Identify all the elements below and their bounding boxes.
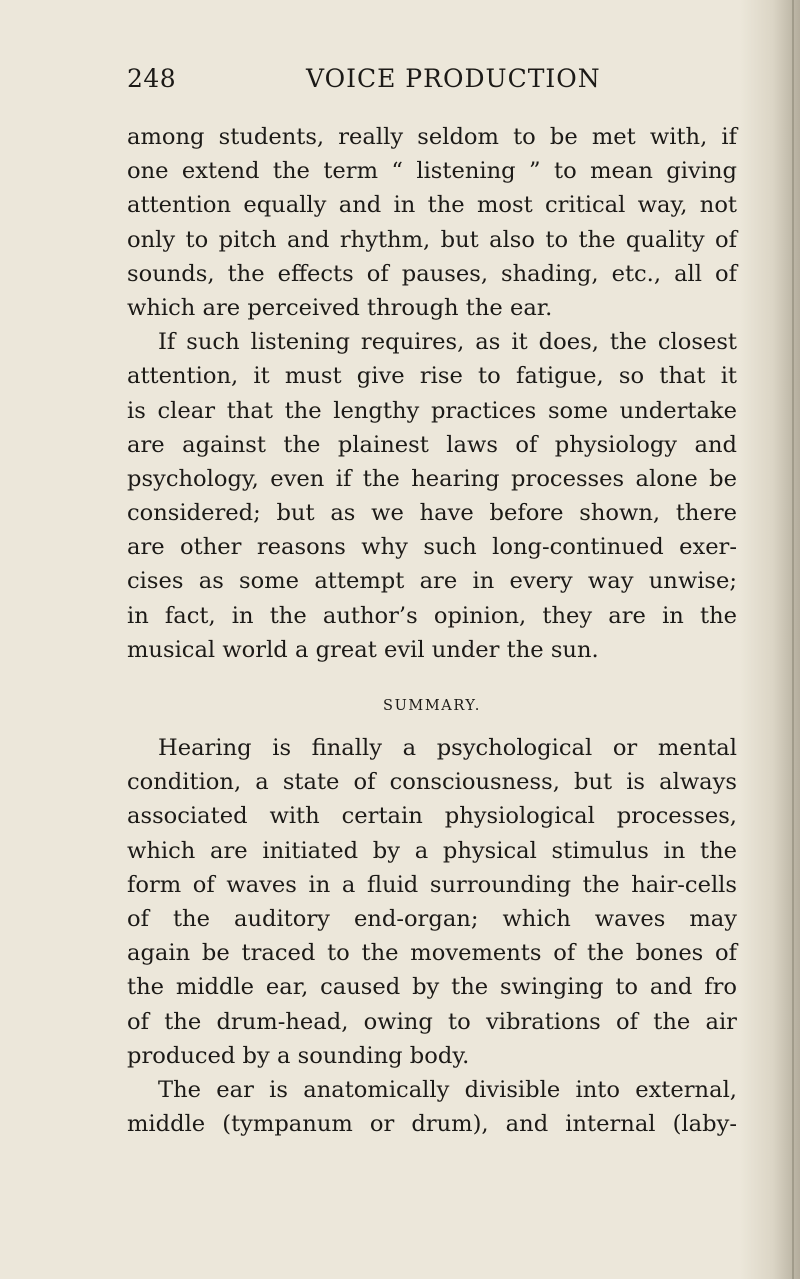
text-line: sounds, the effects of pauses, shading, etc., all of: [127, 260, 737, 287]
page-header: [127, 64, 737, 98]
text-line: form of waves in a fluid surrounding the hair-cells: [127, 871, 737, 898]
text-line: which are perceived through the ear.: [127, 294, 553, 321]
paragraph: [127, 120, 737, 325]
text-line: middle (tympanum or drum), and internal (laby-: [127, 1111, 737, 1138]
running-head: VOICE PRODUCTION: [306, 64, 601, 93]
text-line: are against the plainest laws of physiology and: [127, 431, 737, 458]
text-line: condition, a state of consciousness, but is always: [127, 769, 737, 796]
text-line: one extend the term “ listening ” to mean giving: [127, 158, 737, 185]
page-edge-shadow: [740, 0, 800, 1279]
summary-heading: SUMMARY.: [383, 698, 481, 714]
text-line: the middle ear, caused by the swinging to and fro: [127, 974, 737, 1001]
text-line: are other reasons why such long-continued exer-: [127, 534, 737, 561]
text-line: attention equally and in the most critical way, not: [127, 192, 737, 219]
paragraph: [127, 731, 737, 1073]
text-line: is clear that the lengthy practices some undertake: [127, 397, 737, 424]
text-line: The ear is anatomically divisible into external,: [158, 1076, 737, 1103]
text-line: musical world a great evil under the sun.: [127, 636, 599, 663]
paragraph: [127, 325, 737, 667]
text-line: of the drum-head, owing to vibrations of the air: [127, 1008, 737, 1035]
text-line: which are initiated by a physical stimulus in the: [127, 837, 737, 864]
text-line: attention, it must give rise to fatigue, so that it: [127, 363, 737, 390]
text-line: of the auditory end-organ; which waves may: [127, 905, 737, 932]
text-line: Hearing is finally a psychological or mental: [158, 735, 737, 761]
body-text: [127, 120, 737, 1141]
text-line: cises as some attempt are in every way unwise;: [127, 568, 737, 595]
text-line: psychology, even if the hearing processes alone be: [127, 465, 737, 492]
text-line: considered; but as we have before shown, there: [127, 500, 737, 527]
page-edge-line: [792, 0, 794, 1279]
page-number: 248: [127, 64, 177, 93]
text-line: If such listening requires, as it does, the closest: [158, 329, 737, 356]
text-line: only to pitch and rhythm, but also to the quality of: [127, 226, 737, 253]
text-line: again be traced to the movements of the bones of: [127, 940, 737, 967]
text-line: in fact, in the author’s opinion, they are in the: [127, 602, 737, 629]
text-line: associated with certain physiological processes,: [127, 803, 737, 830]
text-line: produced by a sounding body.: [127, 1042, 470, 1069]
paragraph: [127, 1073, 737, 1141]
text-line: among students, really seldom to be met with, if: [127, 124, 737, 150]
